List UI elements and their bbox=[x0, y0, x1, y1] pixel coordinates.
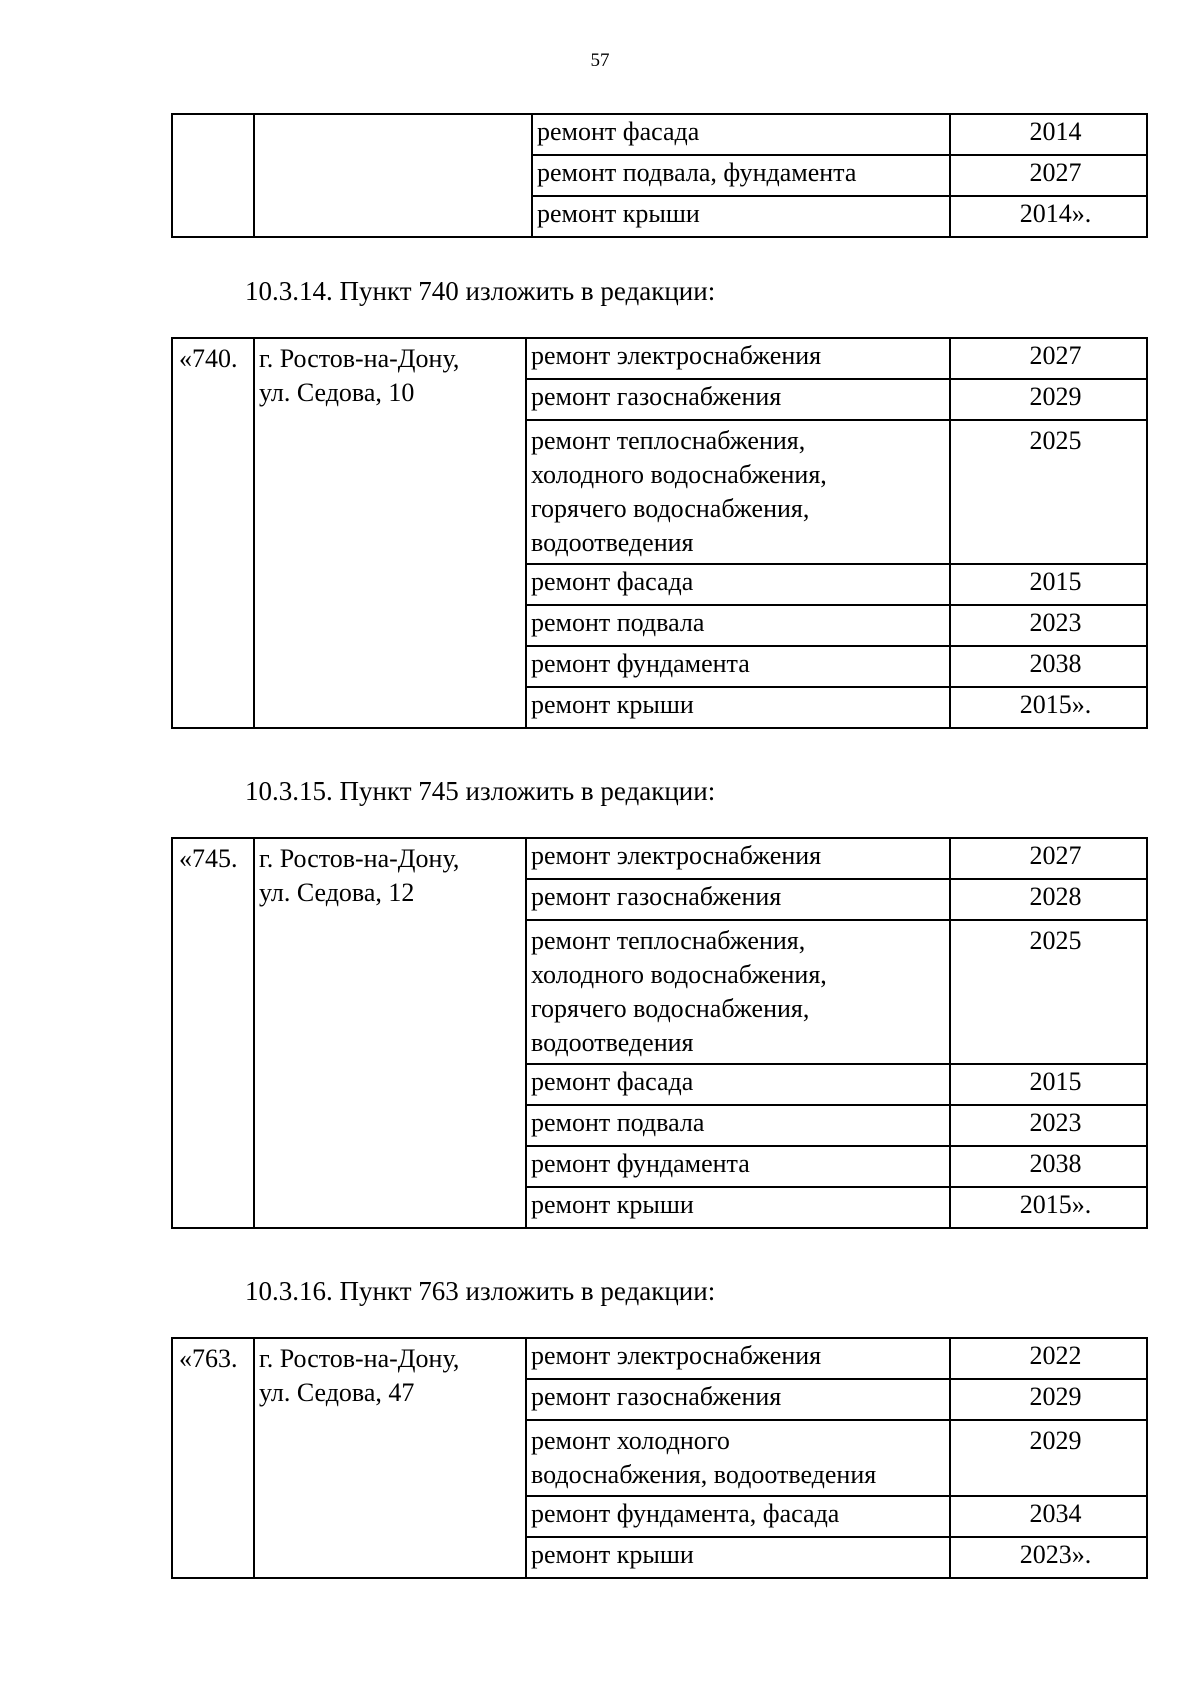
work-cell: ремонт крыши bbox=[526, 1537, 950, 1578]
table-row bbox=[172, 338, 1147, 379]
work-line: горячего водоснабжения, bbox=[531, 494, 810, 523]
work-cell: ремонт фундамента bbox=[526, 1146, 950, 1187]
work-cell bbox=[526, 1420, 950, 1496]
table-763 bbox=[171, 1337, 1148, 1579]
work-cell: ремонт подвала, фундамента bbox=[532, 155, 950, 196]
work-cell: ремонт газоснабжения bbox=[526, 879, 950, 920]
address-city: г. Ростов-на-Дону, bbox=[259, 844, 460, 873]
work-cell: ремонт газоснабжения bbox=[526, 379, 950, 420]
year-cell: 2028 bbox=[950, 879, 1147, 920]
year-cell: 2029 bbox=[950, 1379, 1147, 1420]
year-cell: 2027 bbox=[950, 338, 1147, 379]
year-cell: 2025 bbox=[950, 420, 1147, 564]
year-cell: 2025 bbox=[950, 920, 1147, 1064]
item-number: «740. bbox=[172, 338, 254, 728]
work-cell: ремонт электроснабжения bbox=[526, 1338, 950, 1379]
work-cell: ремонт подвала bbox=[526, 1105, 950, 1146]
work-line: водоотведения bbox=[531, 1028, 694, 1057]
year-cell: 2023». bbox=[950, 1537, 1147, 1578]
year-cell: 2027 bbox=[950, 838, 1147, 879]
year-cell: 2015». bbox=[950, 1187, 1147, 1228]
year-cell: 2029 bbox=[950, 379, 1147, 420]
work-cell: ремонт крыши bbox=[532, 196, 950, 237]
work-line: горячего водоснабжения, bbox=[531, 994, 810, 1023]
table-740 bbox=[171, 337, 1148, 729]
work-line: ремонт холодного bbox=[531, 1426, 730, 1455]
table-row bbox=[172, 1338, 1147, 1379]
year-cell: 2014». bbox=[950, 196, 1147, 237]
work-cell bbox=[526, 920, 950, 1064]
work-cell: ремонт газоснабжения bbox=[526, 1379, 950, 1420]
work-line: ремонт теплоснабжения, bbox=[531, 426, 806, 455]
address-street: ул. Седова, 12 bbox=[259, 878, 415, 907]
page-number: 57 bbox=[590, 50, 610, 71]
year-cell: 2015». bbox=[950, 687, 1147, 728]
address-cell bbox=[254, 338, 526, 728]
year-cell: 2038 bbox=[950, 1146, 1147, 1187]
work-cell: ремонт фундамента, фасада bbox=[526, 1496, 950, 1537]
year-cell: 2022 bbox=[950, 1338, 1147, 1379]
address-city: г. Ростов-на-Дону, bbox=[259, 344, 460, 373]
year-cell: 2029 bbox=[950, 1420, 1147, 1496]
section-740-intro: 10.3.14. Пункт 740 изложить в редакции: bbox=[245, 276, 716, 306]
work-line: водоотведения bbox=[531, 528, 694, 557]
work-cell: ремонт электроснабжения bbox=[526, 338, 950, 379]
year-cell: 2023 bbox=[950, 1105, 1147, 1146]
work-line: ремонт теплоснабжения, bbox=[531, 926, 806, 955]
address-cell bbox=[254, 838, 526, 1228]
table-row bbox=[172, 114, 1147, 155]
address-cell bbox=[254, 114, 532, 237]
item-number: «745. bbox=[172, 838, 254, 1228]
table-continuation bbox=[171, 113, 1148, 238]
address-city: г. Ростов-на-Дону, bbox=[259, 1344, 460, 1373]
work-line: холодного водоснабжения, bbox=[531, 460, 827, 489]
year-cell: 2014 bbox=[950, 114, 1147, 155]
year-cell: 2034 bbox=[950, 1496, 1147, 1537]
year-cell: 2015 bbox=[950, 564, 1147, 605]
work-cell: ремонт фасада bbox=[526, 564, 950, 605]
work-cell: ремонт крыши bbox=[526, 687, 950, 728]
work-line: водоснабжения, водоотведения bbox=[531, 1460, 877, 1489]
item-number: «763. bbox=[172, 1338, 254, 1578]
table-row bbox=[172, 838, 1147, 879]
section-763-intro: 10.3.16. Пункт 763 изложить в редакции: bbox=[245, 1276, 716, 1306]
section-745-intro: 10.3.15. Пункт 745 изложить в редакции: bbox=[245, 776, 716, 806]
work-cell: ремонт фасада bbox=[526, 1064, 950, 1105]
work-cell bbox=[526, 420, 950, 564]
address-cell bbox=[254, 1338, 526, 1578]
work-cell: ремонт крыши bbox=[526, 1187, 950, 1228]
year-cell: 2023 bbox=[950, 605, 1147, 646]
year-cell: 2015 bbox=[950, 1064, 1147, 1105]
work-cell: ремонт фундамента bbox=[526, 646, 950, 687]
year-cell: 2038 bbox=[950, 646, 1147, 687]
table-745 bbox=[171, 837, 1148, 1229]
address-street: ул. Седова, 47 bbox=[259, 1378, 415, 1407]
address-street: ул. Седова, 10 bbox=[259, 378, 415, 407]
number-cell bbox=[172, 114, 254, 237]
work-cell: ремонт подвала bbox=[526, 605, 950, 646]
work-cell: ремонт электроснабжения bbox=[526, 838, 950, 879]
year-cell: 2027 bbox=[950, 155, 1147, 196]
work-line: холодного водоснабжения, bbox=[531, 960, 827, 989]
work-cell: ремонт фасада bbox=[532, 114, 950, 155]
